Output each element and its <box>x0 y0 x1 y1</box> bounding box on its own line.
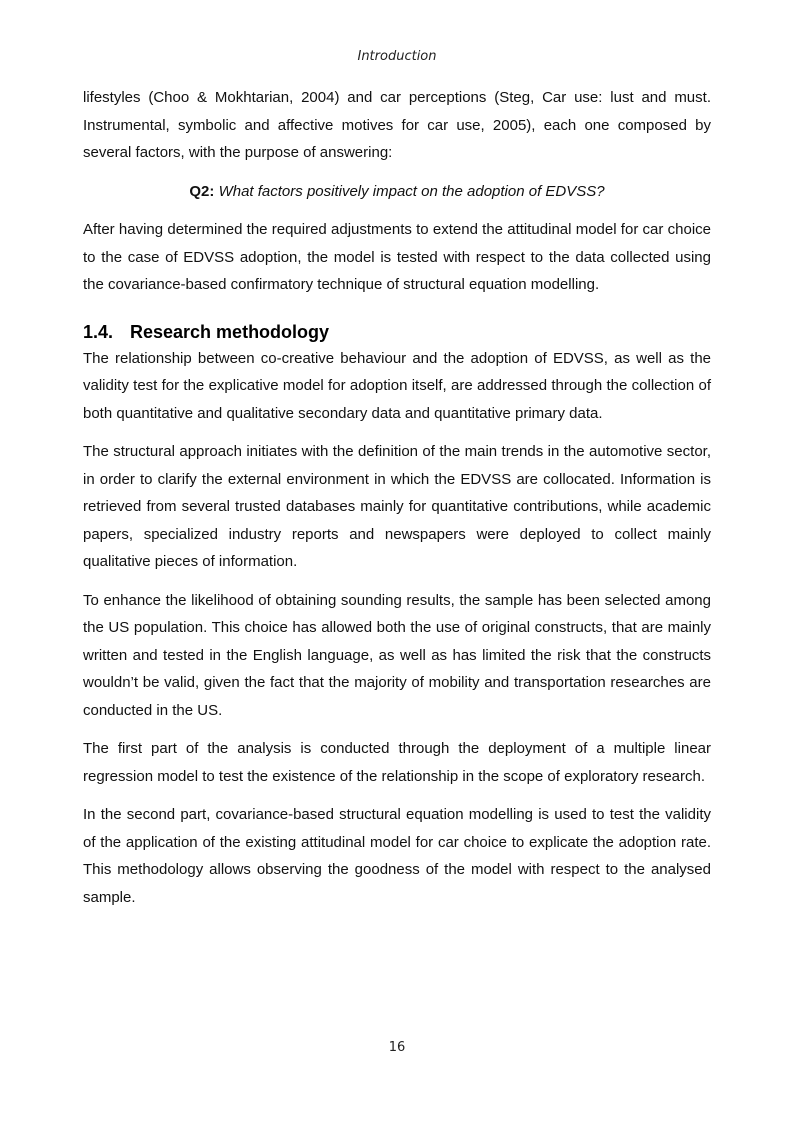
document-page <box>83 0 711 1123</box>
page-number: 16 <box>388 1040 406 1055</box>
running-header: Introduction <box>357 49 437 64</box>
paragraph: The first part of the analysis is conducted through the deployment of a multiple linear regression model to test the existence of the relationship in the scope of exploratory research. <box>83 740 711 785</box>
research-question <box>83 178 711 206</box>
paragraph: lifestyles (Choo & Mokhtarian, 2004) and car perceptions (Steg, Car use: lust and must. Instrumental, symbolic and affective motives for car use, 2005), each one composed by several factors, with the purpose of answering: <box>83 89 711 161</box>
body-text <box>83 84 711 922</box>
research-question-label: Q2: <box>189 182 215 200</box>
paragraph: In the second part, covariance-based structural equation modelling is used to test the validity of the application of the existing attitudinal model for car choice to explicate the adoption rate. This methodology allows observing the goodness of the model with respect to the analysed sample. <box>83 806 711 906</box>
section-number: 1.4. <box>83 321 114 342</box>
paragraph: After having determined the required adjustments to extend the attitudinal model for car choice to the case of EDVSS adoption, the model is tested with respect to the data collected using the covariance-based confirmatory technique of structural equation modelling. <box>83 221 711 293</box>
paragraph: To enhance the likelihood of obtaining sounding results, the sample has been selected among the US population. This choice has allowed both the use of original constructs, that are mainly written and tested in the English language, as well as has limited the risk that the constructs wouldn’t be valid, given the fact that the majority of mobility and transportation researches are conducted in the US. <box>83 591 711 719</box>
section-title: Research methodology <box>130 321 330 342</box>
paragraph: The structural approach initiates with the definition of the main trends in the automotive sector, in order to clarify the external environment in which the EDVSS are collocated. Information is retrieved from several trusted databases mainly for quantitative contributions, while academic papers, specialized industry reports and newspapers were deployed to collect mainly qualitative pieces of information. <box>83 443 711 570</box>
section-heading <box>83 319 711 345</box>
paragraph: The relationship between co-creative behaviour and the adoption of EDVSS, as well as the validity test for the explicative model for adoption itself, are addressed through the collection of both quantitative and qualitative secondary data and quantitative primary data. <box>83 349 711 422</box>
research-question-text: What factors positively impact on the adoption of EDVSS? <box>218 182 605 200</box>
